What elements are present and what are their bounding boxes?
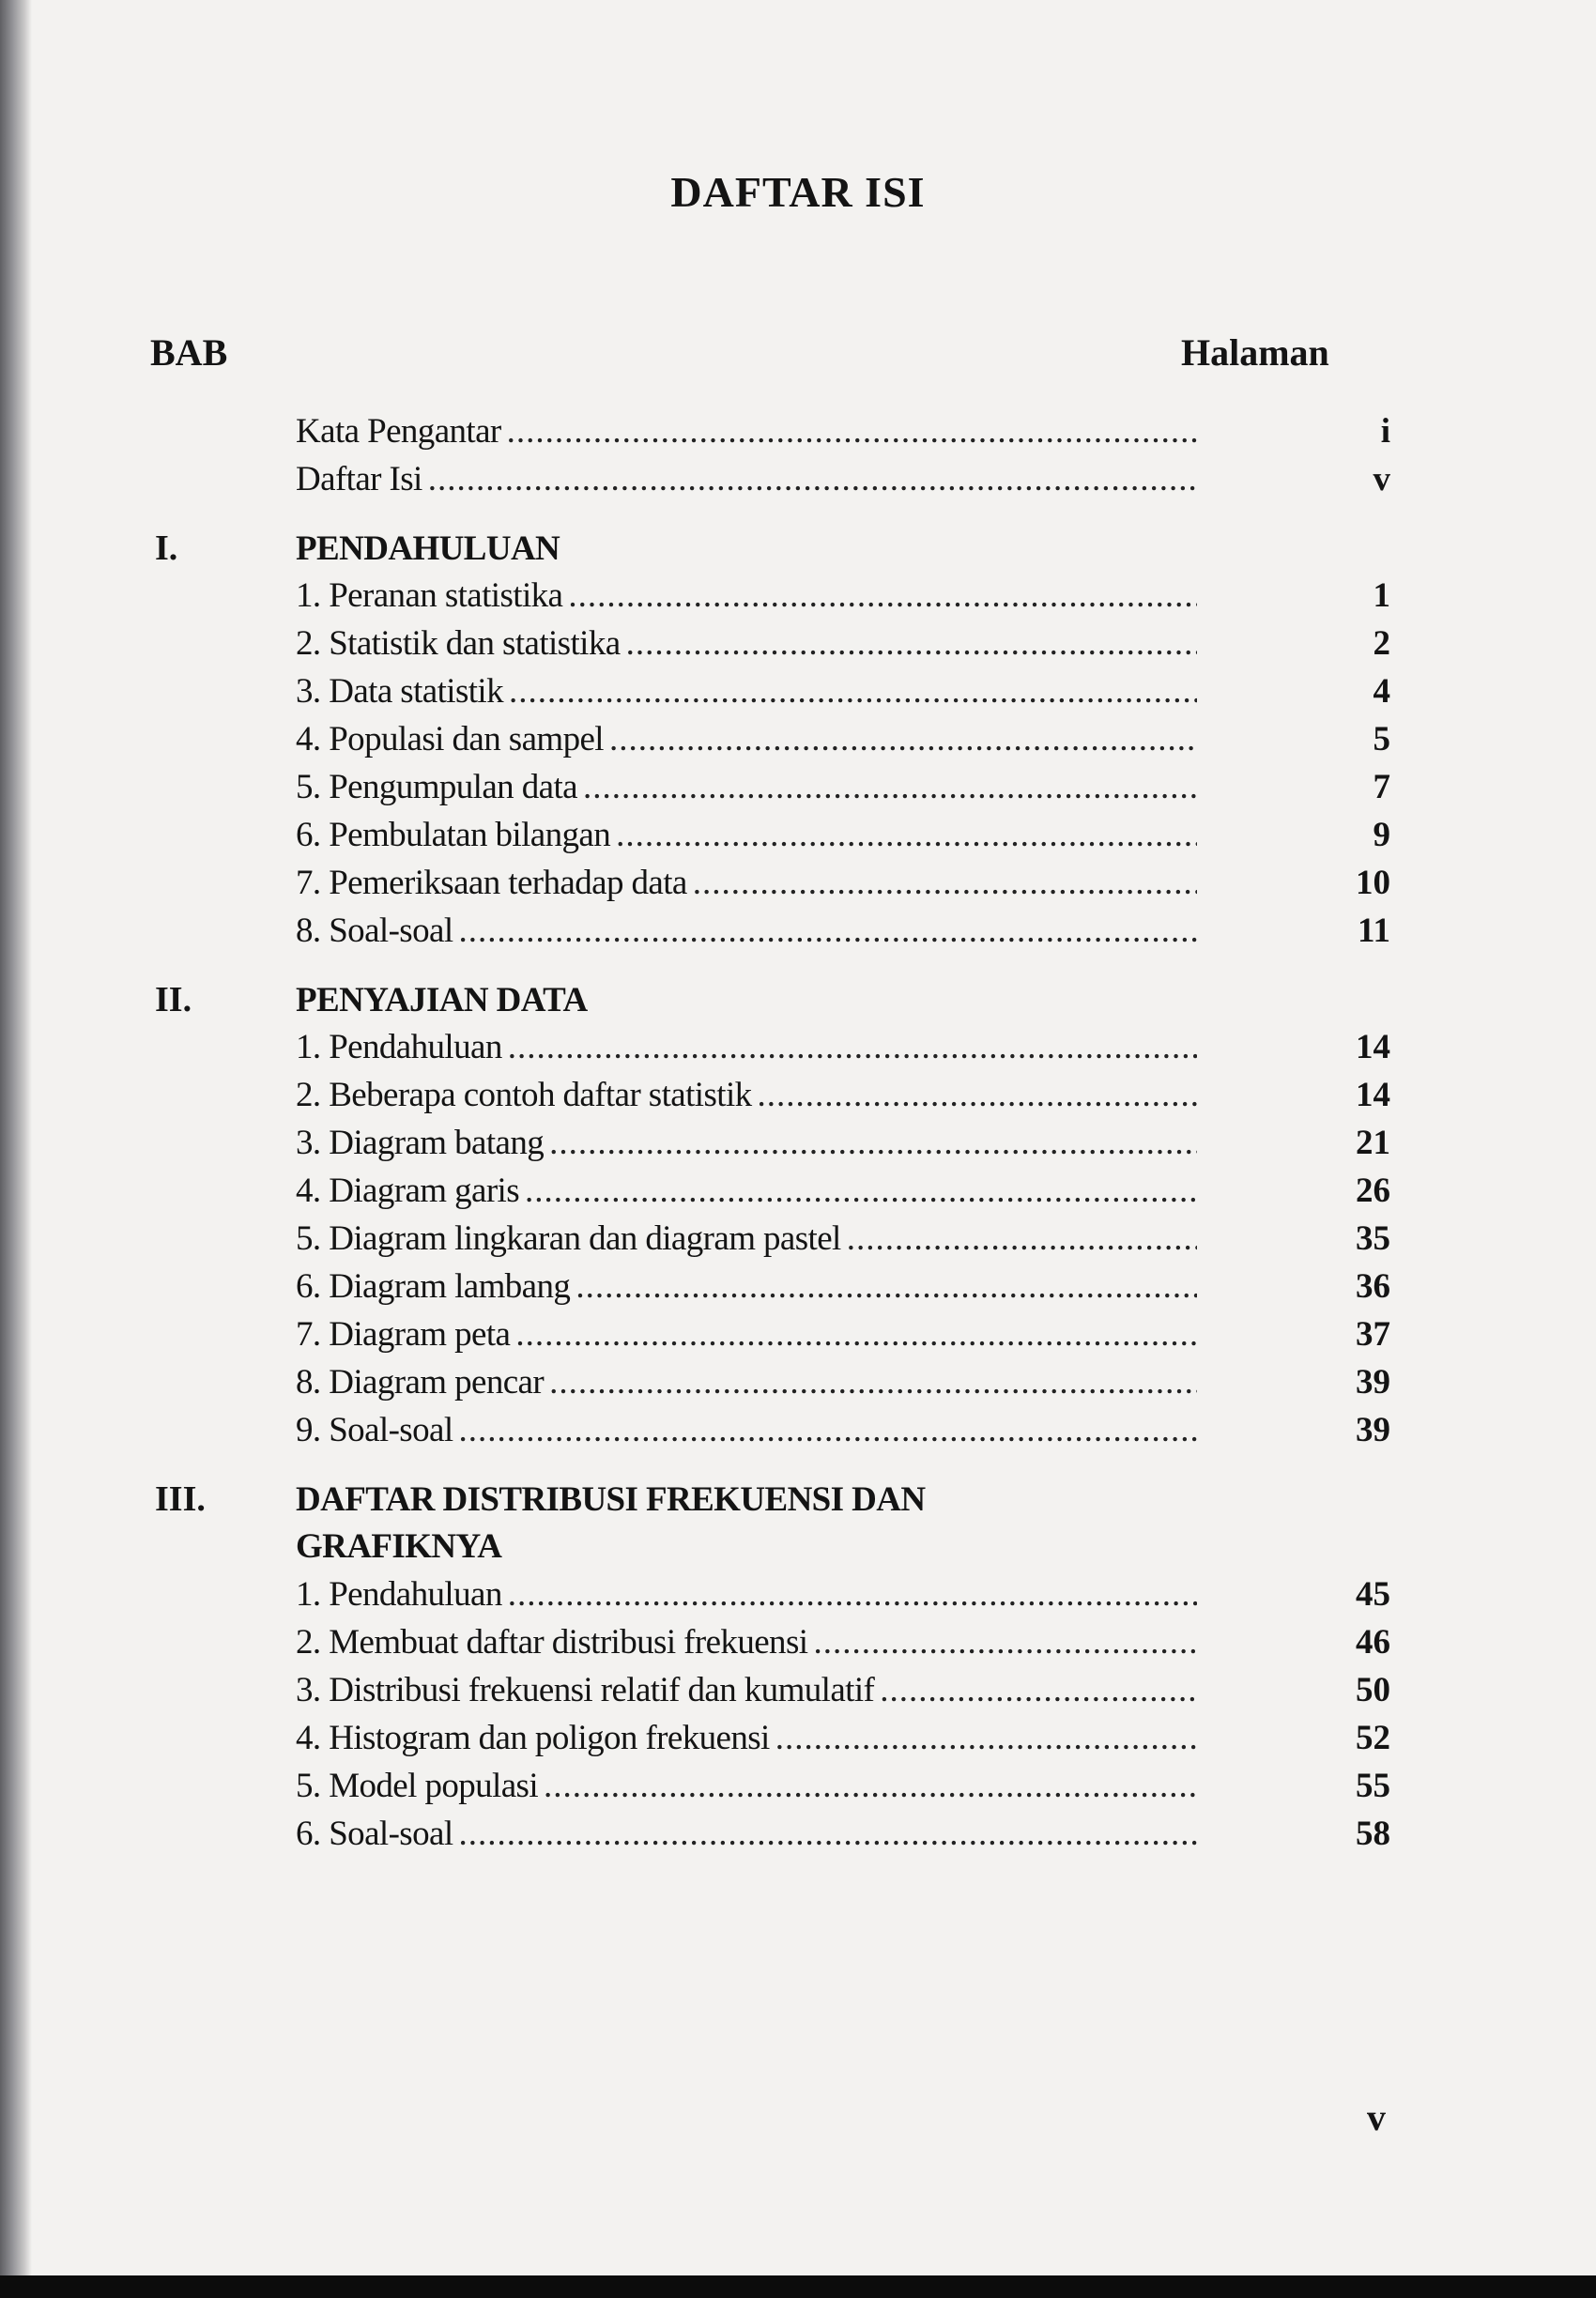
toc-entry-title: 1. Pendahuluan <box>296 1575 502 1614</box>
toc-entry-title: 6. Pembulatan bilangan <box>296 816 611 854</box>
toc-entry-title: 5. Pengumpulan data <box>296 768 577 806</box>
dot-leader <box>544 1766 1197 1806</box>
toc-entry <box>0 575 1596 623</box>
table-of-contents <box>0 411 1596 1861</box>
chapter-heading-continued <box>0 1526 1596 1574</box>
toc-entry-page: 58 <box>1356 1815 1390 1853</box>
toc-entry <box>0 411 1596 459</box>
dot-leader <box>568 575 1197 616</box>
toc-entry-title: 5. Diagram lingkaran dan diagram pastel <box>296 1219 841 1258</box>
dot-leader <box>616 815 1197 855</box>
column-header-bab: BAB <box>150 331 228 374</box>
toc-entry-page: v <box>1373 460 1390 498</box>
toc-entry-page: 39 <box>1356 1411 1390 1449</box>
toc-entry-page: 35 <box>1356 1219 1390 1258</box>
toc-entry-page: 14 <box>1356 1076 1390 1114</box>
toc-entry-page: 50 <box>1356 1671 1390 1709</box>
dot-leader <box>575 1266 1197 1307</box>
toc-entry <box>0 1670 1596 1718</box>
toc-entry-title: 1. Pendahuluan <box>296 1028 502 1066</box>
dot-leader <box>583 767 1197 807</box>
toc-entry-page: 39 <box>1356 1363 1390 1402</box>
chapter-number: III. <box>155 1479 206 1519</box>
toc-entry <box>0 719 1596 767</box>
dot-leader <box>509 671 1197 712</box>
chapter-title: PENDAHULUAN <box>296 529 560 568</box>
toc-entry <box>0 459 1596 507</box>
toc-entry-page: 26 <box>1356 1172 1390 1210</box>
toc-entry-page: 4 <box>1373 672 1390 711</box>
chapter-heading <box>0 528 1596 575</box>
toc-entry <box>0 1814 1596 1861</box>
dot-leader <box>515 1314 1197 1355</box>
toc-entry-page: 46 <box>1356 1623 1390 1662</box>
toc-entry <box>0 815 1596 863</box>
toc-entry-title: 4. Populasi dan sampel <box>296 720 604 758</box>
toc-entry-title: 1. Peranan statistika <box>296 576 563 615</box>
dot-leader <box>758 1075 1197 1115</box>
dot-leader <box>609 719 1197 759</box>
toc-entry <box>0 1218 1596 1266</box>
toc-entry-title: 7. Diagram peta <box>296 1315 511 1354</box>
toc-entry <box>0 671 1596 719</box>
toc-entry-page: 7 <box>1373 768 1390 806</box>
toc-entry-page: 37 <box>1356 1315 1390 1354</box>
toc-entry-title: 8. Diagram pencar <box>296 1363 545 1402</box>
toc-entry-title: 2. Membuat daftar distribusi frekuensi <box>296 1623 808 1662</box>
toc-entry-title: 2. Statistik dan statistika <box>296 624 621 663</box>
toc-entry-title: 3. Diagram batang <box>296 1124 545 1162</box>
toc-entry <box>0 1075 1596 1123</box>
dot-leader <box>549 1362 1197 1402</box>
chapter-number: II. <box>155 980 192 1019</box>
toc-entry <box>0 1410 1596 1458</box>
toc-entry <box>0 1314 1596 1362</box>
toc-entry-title: 6. Soal-soal <box>296 1815 453 1853</box>
toc-entry-title: 3. Distribusi frekuensi relatif dan kumulatif <box>296 1671 875 1709</box>
toc-entry-title: 7. Pemeriksaan terhadap data <box>296 864 687 902</box>
chapter-title: GRAFIKNYA <box>296 1527 502 1566</box>
toc-entry-title: 4. Histogram dan poligon frekuensi <box>296 1719 770 1757</box>
chapter-heading <box>0 979 1596 1027</box>
toc-entry-page: 36 <box>1356 1267 1390 1306</box>
toc-entry <box>0 1766 1596 1814</box>
dot-leader <box>459 1410 1197 1450</box>
dot-leader <box>459 911 1197 951</box>
toc-entry <box>0 1574 1596 1622</box>
dot-leader <box>626 623 1197 664</box>
toc-entry-page: 45 <box>1356 1575 1390 1614</box>
toc-entry <box>0 623 1596 671</box>
dot-leader <box>508 1574 1197 1615</box>
toc-entry-title: Kata Pengantar <box>296 412 501 451</box>
dot-leader <box>880 1670 1197 1710</box>
chapter-title: DAFTAR DISTRIBUSI FREKUENSI DAN <box>296 1480 926 1519</box>
toc-entry-title: Daftar Isi <box>296 460 422 498</box>
toc-entry <box>0 767 1596 815</box>
toc-entry <box>0 1362 1596 1410</box>
scan-border <box>0 2275 1596 2298</box>
dot-leader <box>508 1027 1197 1067</box>
column-header-halaman: Halaman <box>1181 331 1329 374</box>
toc-entry-page: 21 <box>1356 1124 1390 1162</box>
toc-entry <box>0 1266 1596 1314</box>
toc-entry-title: 5. Model populasi <box>296 1767 539 1805</box>
toc-entry-title: 6. Diagram lambang <box>296 1267 571 1306</box>
toc-entry-page: 55 <box>1356 1767 1390 1805</box>
toc-entry-title: 2. Beberapa contoh daftar statistik <box>296 1076 752 1114</box>
toc-entry <box>0 1171 1596 1218</box>
toc-entry-title: 9. Soal-soal <box>296 1411 453 1449</box>
toc-entry-page: 1 <box>1373 576 1390 615</box>
toc-entry <box>0 911 1596 958</box>
dot-leader <box>525 1171 1197 1211</box>
toc-entry <box>0 1123 1596 1171</box>
toc-entry <box>0 863 1596 911</box>
page-title: DAFTAR ISI <box>670 168 926 216</box>
dot-leader <box>459 1814 1197 1854</box>
dot-leader <box>813 1622 1197 1662</box>
toc-entry-page: 52 <box>1356 1719 1390 1757</box>
dot-leader <box>775 1718 1197 1758</box>
dot-leader <box>507 411 1197 452</box>
dot-leader <box>549 1123 1197 1163</box>
toc-entry-title: 4. Diagram garis <box>296 1172 520 1210</box>
toc-entry-page: 5 <box>1373 720 1390 758</box>
chapter-number: I. <box>155 529 178 568</box>
toc-entry-page: 14 <box>1356 1028 1390 1066</box>
toc-entry-page: 9 <box>1373 816 1390 854</box>
dot-leader <box>693 863 1197 903</box>
dot-leader <box>847 1218 1197 1259</box>
toc-entry-page: 11 <box>1358 912 1390 950</box>
toc-entry <box>0 1622 1596 1670</box>
toc-entry <box>0 1718 1596 1766</box>
chapter-heading <box>0 1478 1596 1526</box>
toc-entry-title: 8. Soal-soal <box>296 912 453 950</box>
toc-entry-page: 10 <box>1356 864 1390 902</box>
toc-entry-page: 2 <box>1373 624 1390 663</box>
toc-entry <box>0 1027 1596 1075</box>
dot-leader <box>428 459 1197 499</box>
toc-entry-title: 3. Data statistik <box>296 672 504 711</box>
chapter-title: PENYAJIAN DATA <box>296 981 588 1019</box>
page-number: v <box>1367 2096 1386 2138</box>
toc-entry-page: i <box>1380 412 1390 451</box>
